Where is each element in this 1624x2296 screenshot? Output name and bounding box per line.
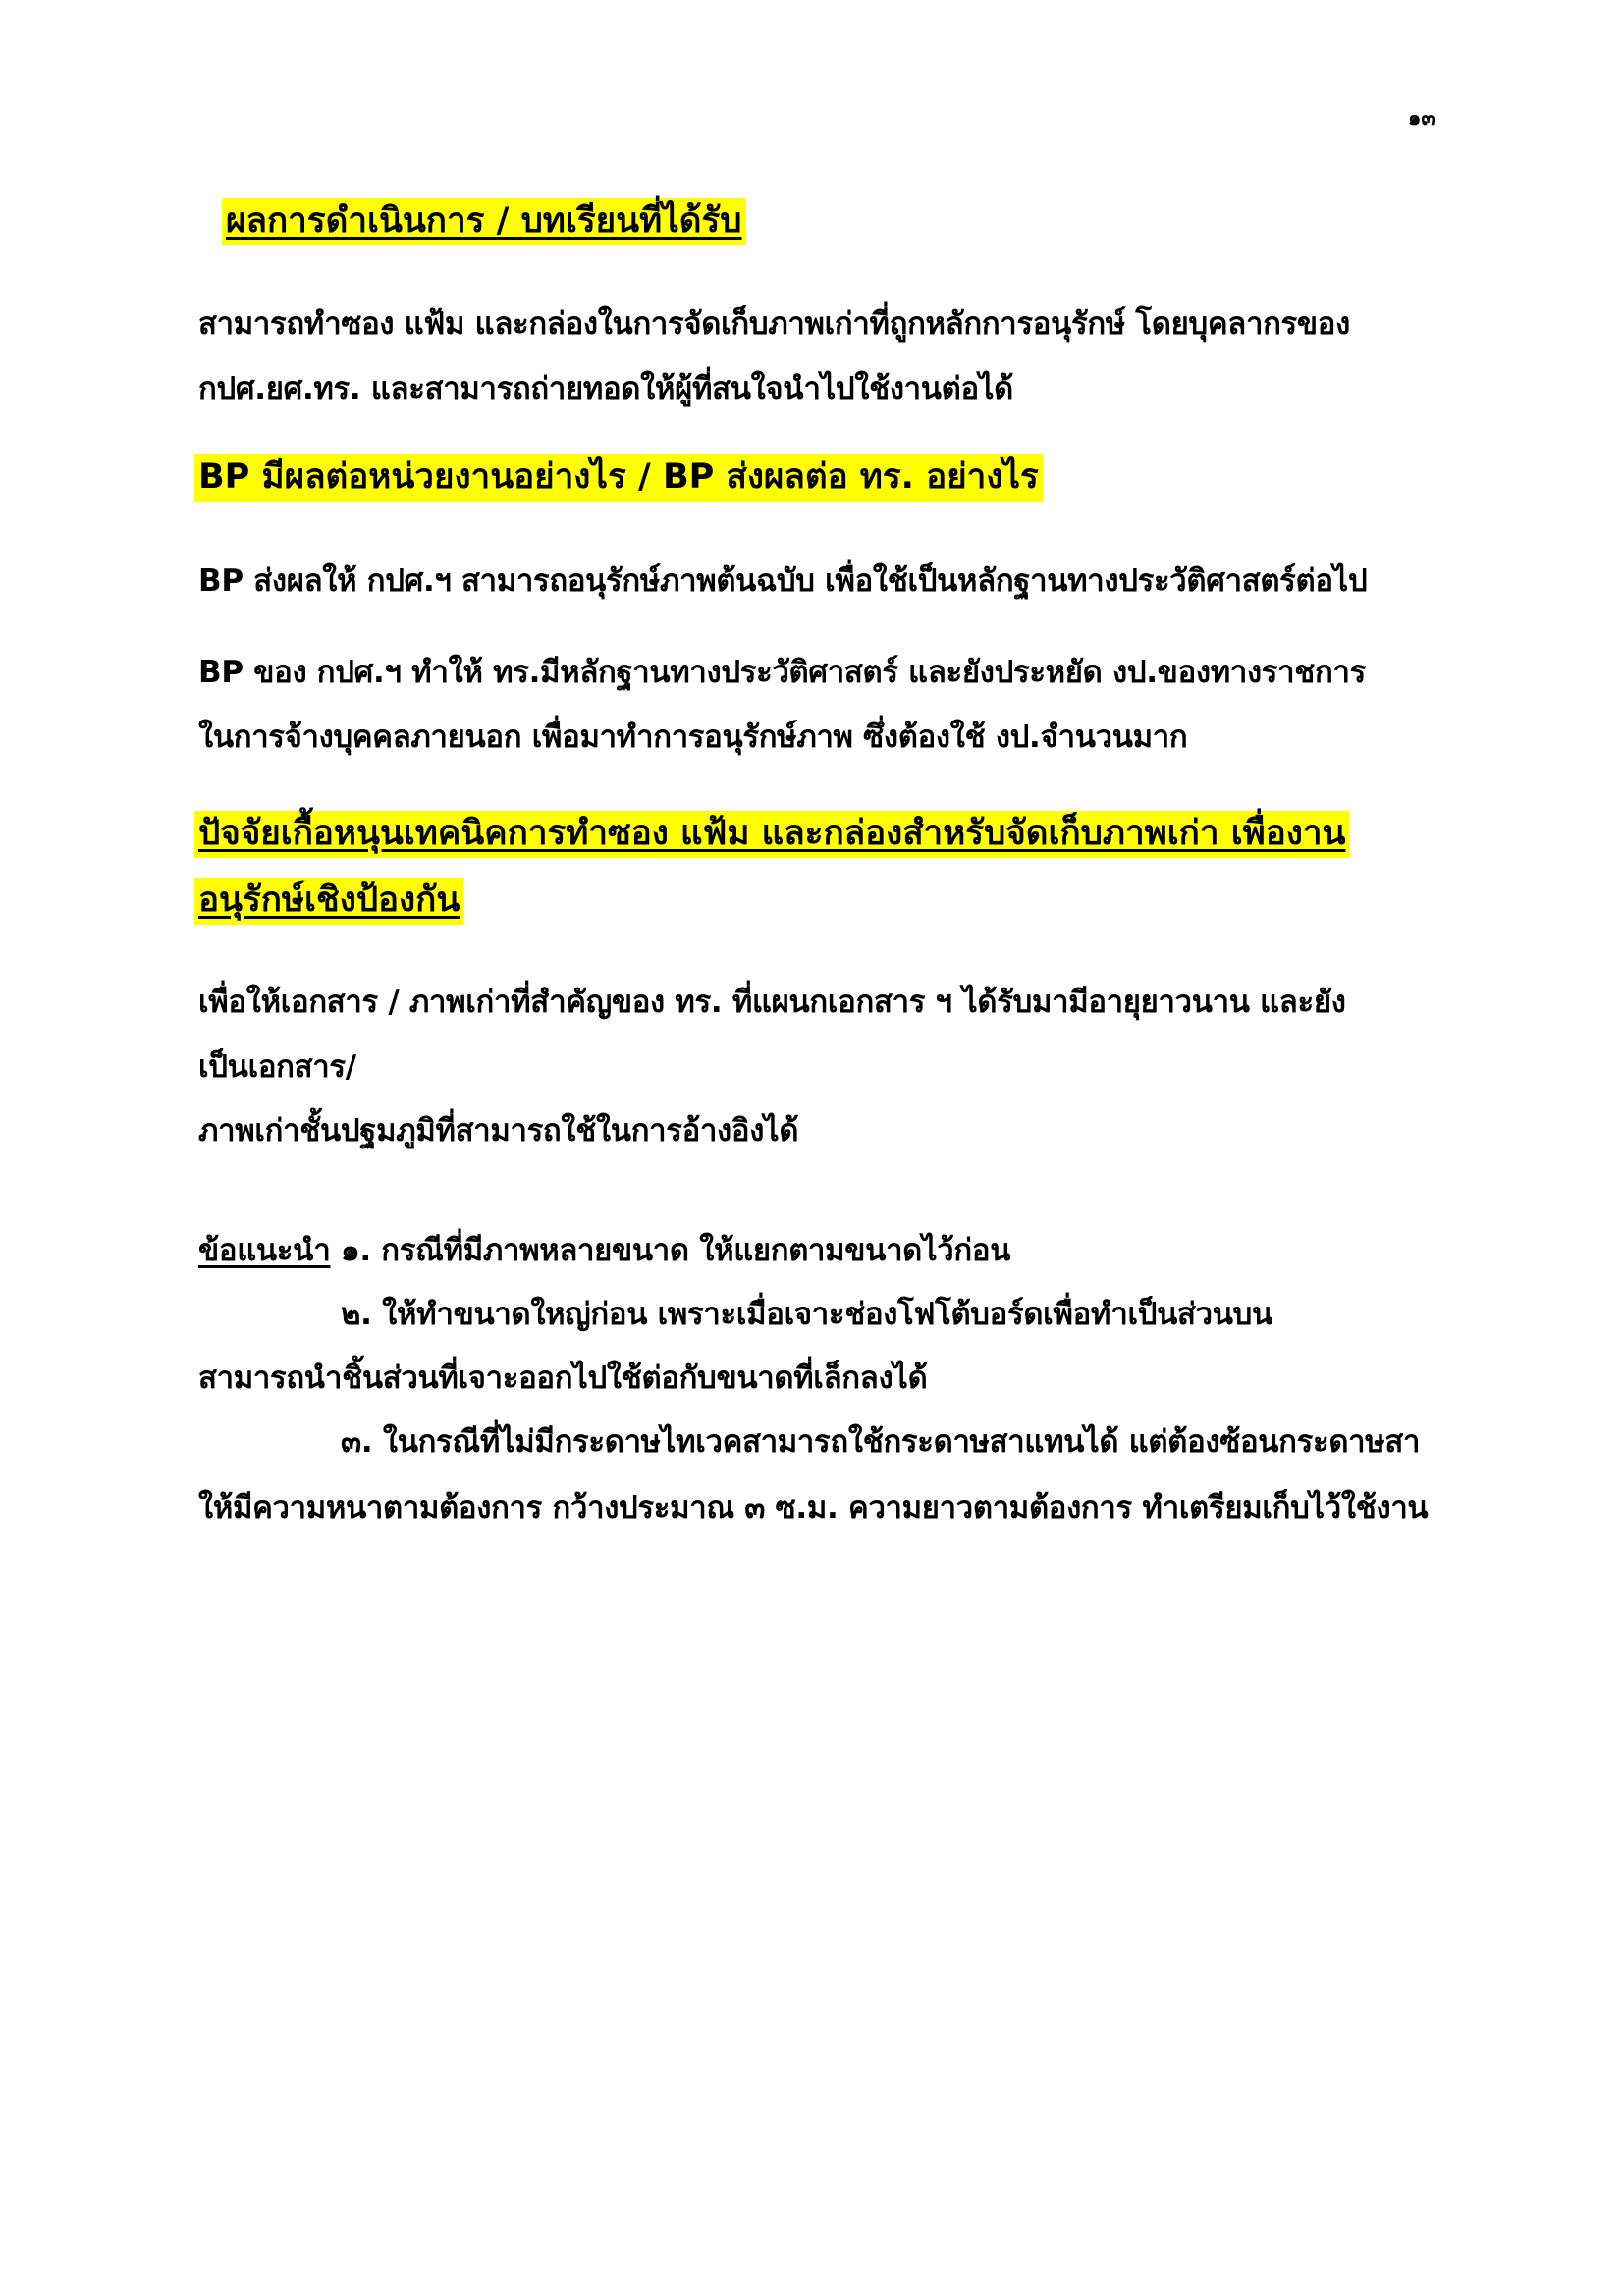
section-heading-supporting-factors: ปัจจัยเกื้อหนุนเทคนิคการทำซอง แฟ้ม และกล่องสำหรับจัดเก็บภาพเก่า เพื่องาน: [194, 811, 1349, 858]
body-text-line: ภาพเก่าชั้นปฐมภูมิที่สามารถใช้ในการอ้างอิงได้: [198, 1113, 799, 1148]
body-text-line: BP ของ กปศ.ฯ ทำให้ ทร.มีหลักฐานทางประวัติศาสตร์ และยังประหยัด งป.ของทางราชการ: [198, 655, 1366, 690]
recommendation-item-3-cont: ให้มีความหนาตามต้องการ กว้างประมาณ ๓ ซ.ม. ความยาวตามต้องการ ทำเตรียมเก็บไว้ใช้งาน: [198, 1490, 1429, 1525]
page-number: ๑๓: [1408, 106, 1435, 130]
recommendation-item-3: ๓. ในกรณีที่ไม่มีกระดาษไทเวคสามารถใช้กระดาษสาแทนได้ แต่ต้องซ้อนกระดาษสา: [341, 1424, 1421, 1460]
recommendation-text: ๑. กรณีที่มีภาพหลายขนาด ให้แยกตามขนาดไว้ก่อน: [340, 1233, 1011, 1268]
recommendation-item-2-cont: สามารถนำชิ้นส่วนที่เจาะออกไปใช้ต่อกับขนาดที่เล็กลงได้: [198, 1361, 928, 1396]
body-text-line: เป็นเอกสาร/: [198, 1049, 356, 1085]
section-heading-supporting-factors-cont: อนุรักษ์เชิงป้องกัน: [194, 878, 463, 925]
body-text-line: ในการจ้างบุคคลภายนอก เพื่อมาทำการอนุรักษ์ภาพ ซึ่งต้องใช้ งป.จำนวนมาก: [198, 720, 1188, 755]
recommendation-item-2: ๒. ให้ทำขนาดใหญ่ก่อน เพราะเมื่อเจาะช่องโฟโต้บอร์ดเพื่อทำเป็นส่วนบน: [341, 1297, 1272, 1332]
body-text-line: สามารถทำซอง แฟ้ม และกล่องในการจัดเก็บภาพเก่าที่ถูกหลักการอนุรักษ์ โดยบุคลากรของ: [198, 306, 1350, 342]
body-text-line: BP ส่งผลให้ กปศ.ฯ สามารถอนุรักษ์ภาพต้นฉบับ เพื่อใช้เป็นหลักฐานทางประวัติศาสตร์ต่อไป: [198, 563, 1368, 599]
body-text-line: กปศ.ยศ.ทร. และสามารถถ่ายทอดให้ผู้ที่สนใจนำไปใช้งานต่อได้: [198, 371, 1013, 406]
recommendation-item-1: [198, 1233, 1010, 1269]
section-heading-results: ผลการดำเนินการ / บทเรียนที่ได้รับ: [222, 198, 746, 245]
recommendation-label: ข้อแนะนำ: [198, 1233, 331, 1268]
body-text-line: เพื่อให้เอกสาร / ภาพเก่าที่สำคัญของ ทร. ที่แผนกเอกสาร ฯ ได้รับมามีอายุยาวนาน และยัง: [198, 985, 1346, 1020]
section-heading-bp-effect: BP มีผลต่อหน่วยงานอย่างไร / BP ส่งผลต่อ ทร. อย่างไร: [194, 454, 1043, 502]
